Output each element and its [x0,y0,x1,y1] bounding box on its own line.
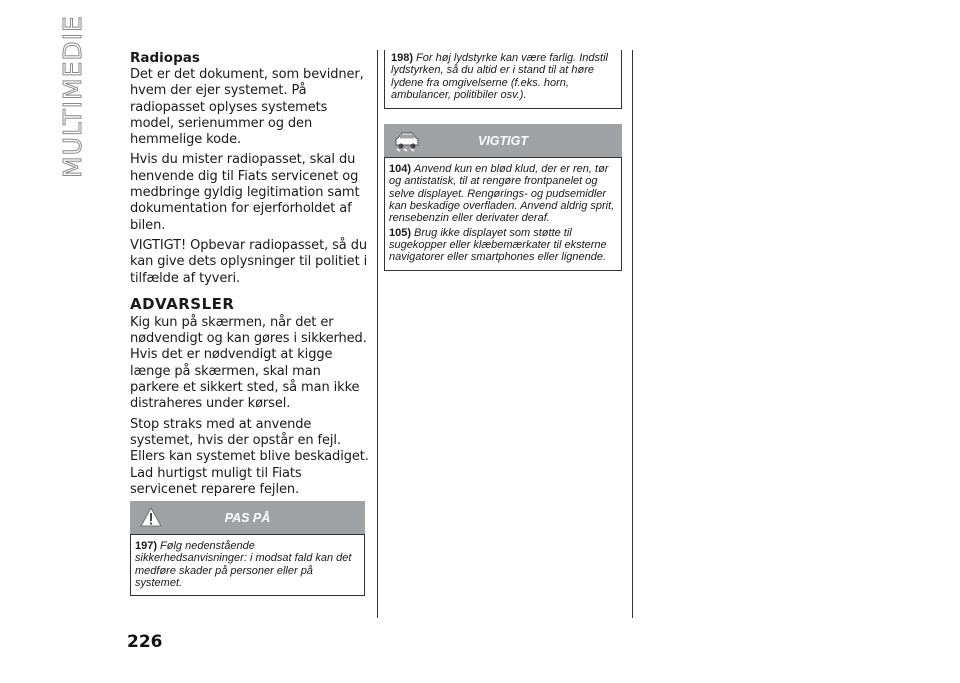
note-item [389,163,617,224]
column-divider-right [632,50,633,618]
warning-triangle-icon [140,507,162,532]
paragraph: VIGTIGT! Opbevar radiopasset, så du kan give dets oplysninger til politiet i tilfælde af tyveri. [130,237,368,286]
caution-box [130,501,365,596]
note-number: 198) [391,52,414,64]
column-divider-left [377,50,378,618]
warning-heading: ADVARSLER [130,294,235,313]
important-box [384,124,622,270]
continued-note-box [384,50,622,109]
note-item [389,227,617,264]
left-column [130,50,370,502]
paragraph: Det er det dokument, som bevidner, hvem der ejer systemet. På radiopasset oplyses systemets model, serienummer og den hemmelige kode. [130,67,364,148]
important-content [384,157,622,270]
paragraph: Stop straks med at anvende systemet, hvis der opstår en fejl. Ellers kan systemet blive beskadiget. Lad hurtigst muligt til Fiats servicenet reparere fejlen. [130,416,369,497]
important-header [384,124,622,157]
caution-label: PAS PÅ [224,510,271,525]
note-text: Anvend kun en blød klud, der er ren, tør og antistatisk, til at rengøre frontpanelet og selve displayet. Rengørings- og pudsemidler kan beskadige overfladen. Anvend aldrig sprit, rensebenzin eller derivater deraf. [389,163,615,225]
paragraph: Hvis du mister radiopasset, skal du henvende dig til Fiats servicenet og medbringe gyldig legitimation samt dokumentation for ejerforholdet af bilen. [130,152,360,233]
section-heading: Radiopas [130,50,200,66]
note-number: 104) [389,163,412,176]
car-wash-icon [394,130,420,157]
caution-content [130,534,365,596]
note-item [135,540,360,589]
side-section-title: MULTIMEDIE [58,15,87,178]
note-item [391,52,615,101]
note-text: Brug ikke displayet som støtte til sugekopper eller klæbemærkater til eksterne navigatorer eller smartphones eller lignende. [389,226,607,264]
note-number: 105) [389,226,412,239]
important-label: VIGTIGT [478,133,528,148]
note-text: For høj lydstyrke kan være farlig. Indstil lydstyrken, så du altid er i stand til at høre lydene fra omgivelserne (f.eks. horn, ambulancer, politibiler osv.). [391,52,608,101]
paragraph: Kig kun på skærmen, når det er nødvendigt og kan gøres i sikkerhed. Hvis det er nødvendigt at kigge længe på skærmen, skal man parkere et sikkert sted, så man ikke distraheres under kørsel. [130,314,367,412]
page-number: 226 [127,632,163,652]
note-number: 197) [135,540,158,552]
caution-header [130,501,365,534]
note-text: Følg nedenstående sikkerhedsanvisninger: i modsat fald kan det medføre skader på personer eller på systemet. [135,540,352,589]
middle-column [384,50,622,271]
